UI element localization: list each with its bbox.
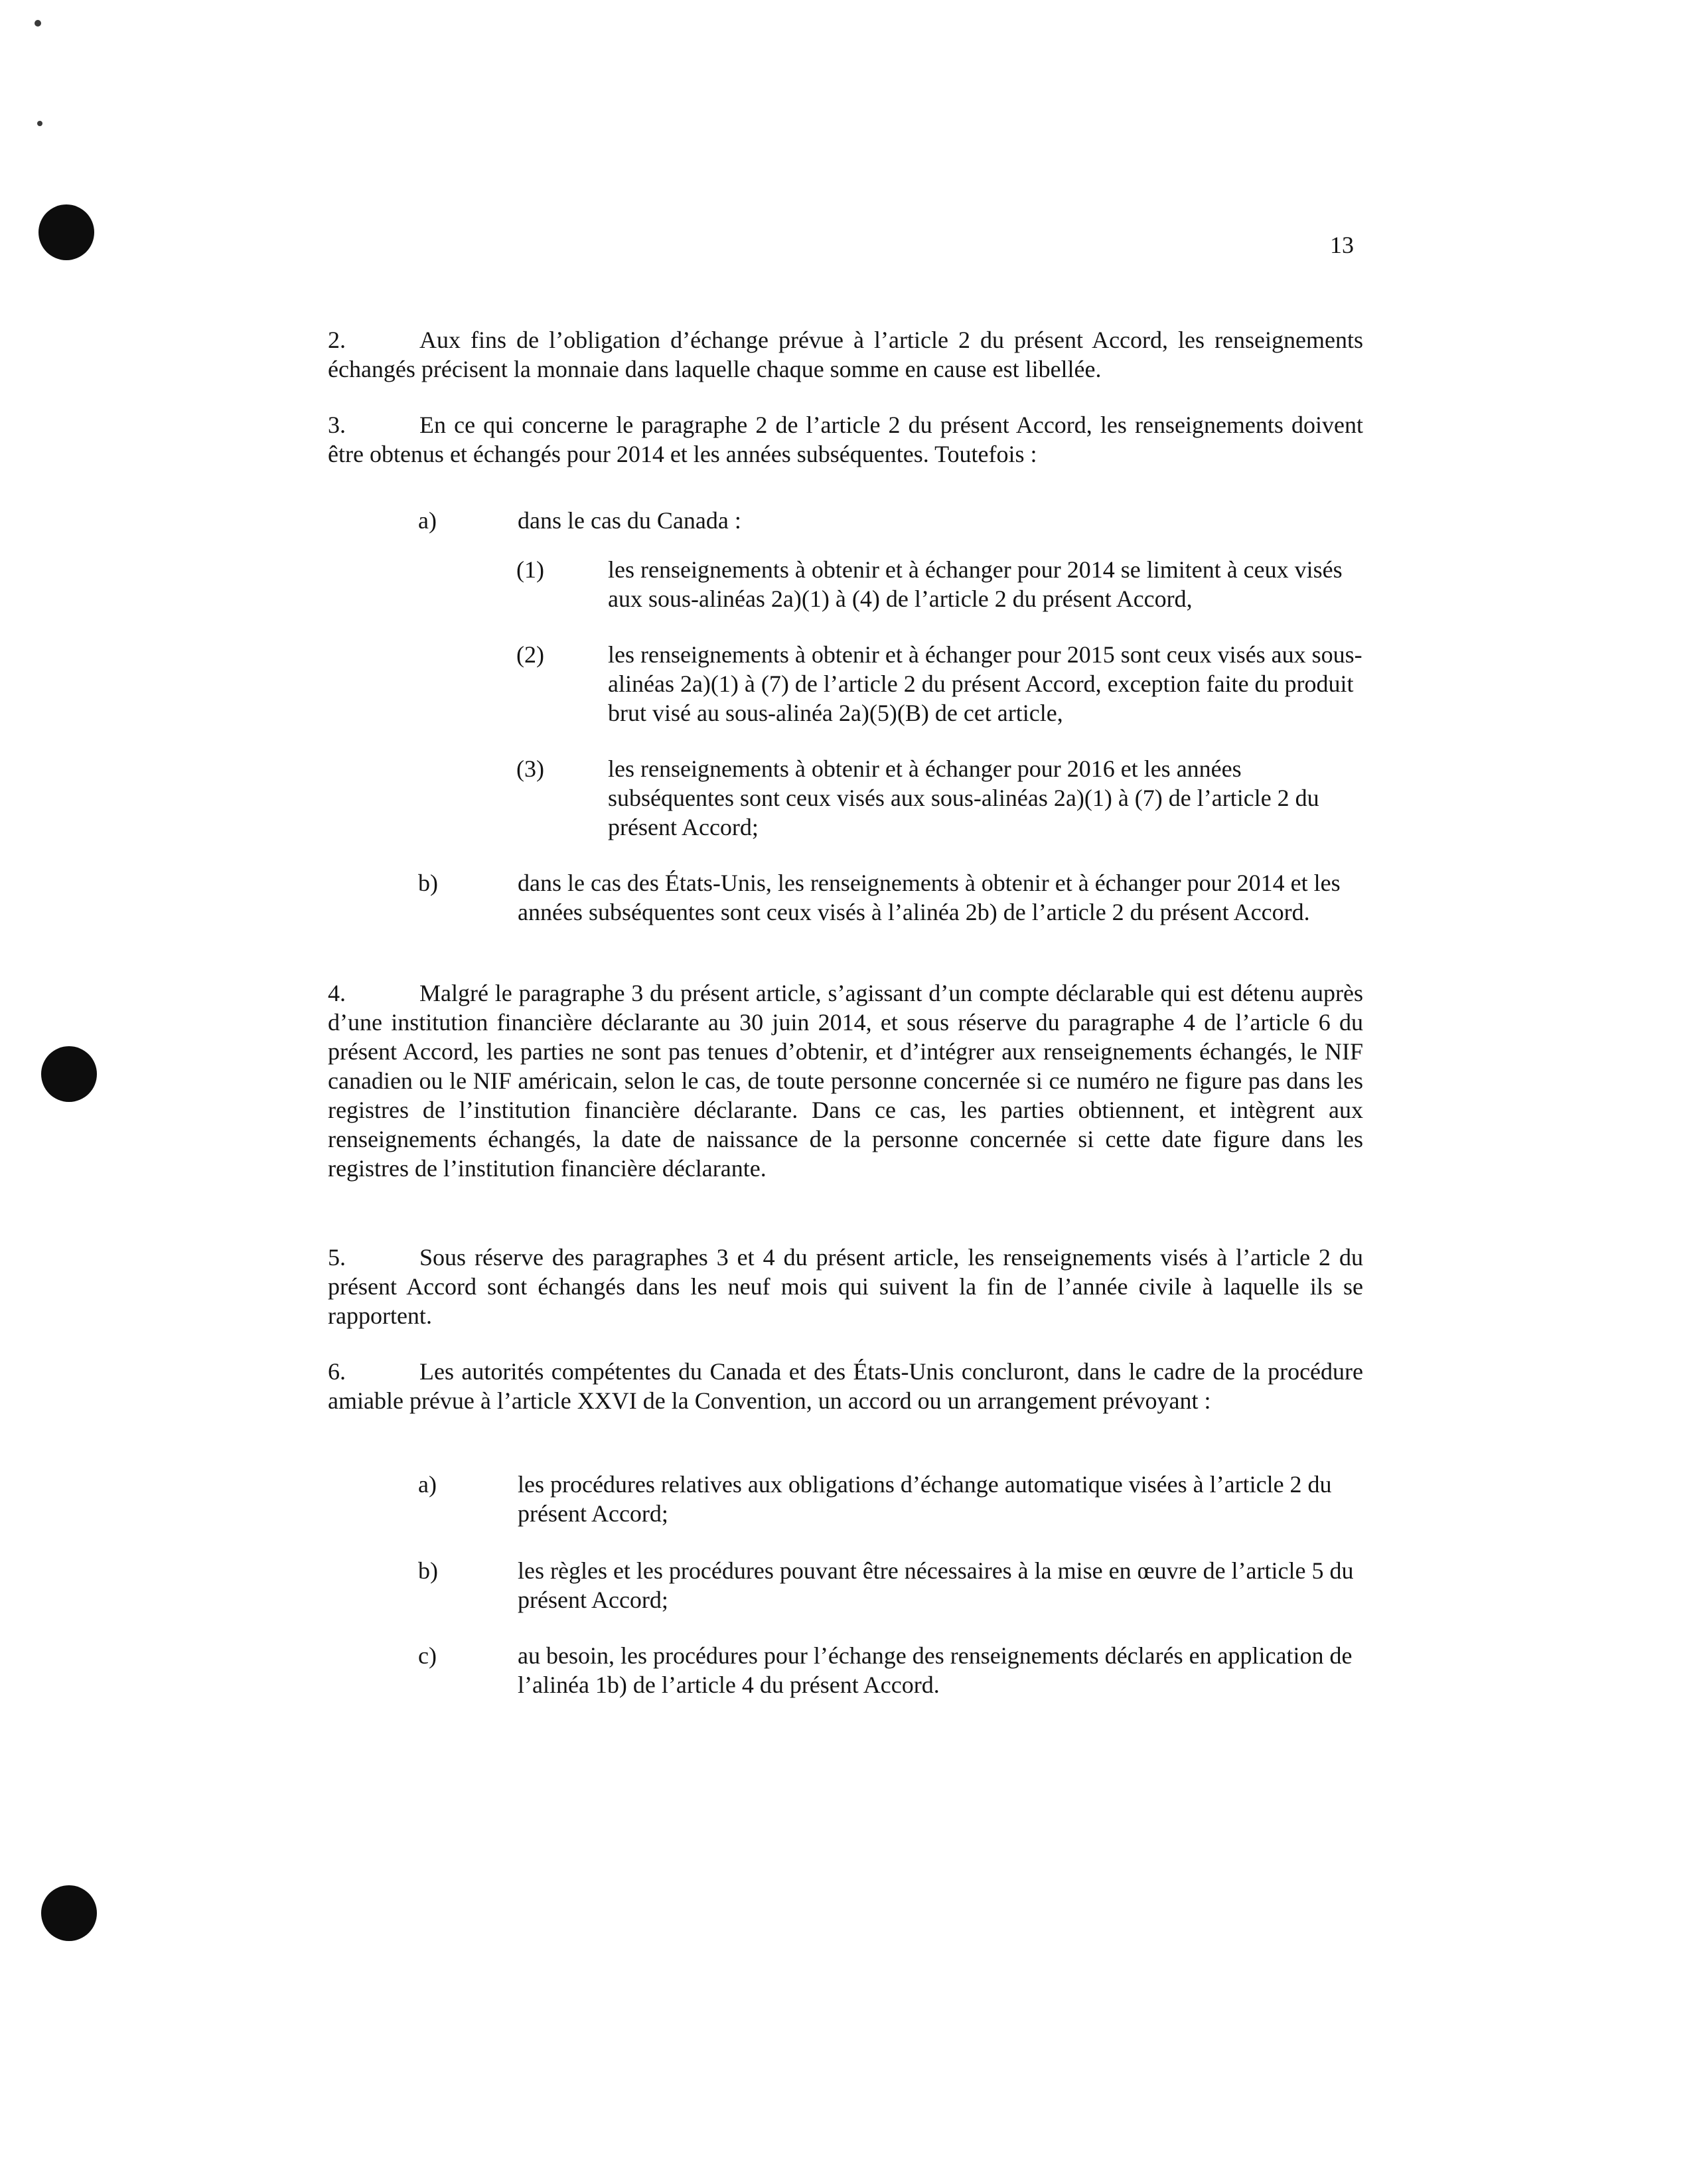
- subparagraph-3a: [418, 506, 1363, 535]
- item-label: b): [418, 1557, 438, 1584]
- subparagraph-6b: [418, 1556, 1363, 1614]
- paragraph-text: Sous réserve des paragraphes 3 et 4 du présent article, les renseignements visés à l’article 2 du présent Accord sont échangés dans les neuf mois qui suivent la fin de l’année civile à laquelle ils se rapportent.: [328, 1244, 1363, 1329]
- item-label: a): [418, 507, 437, 534]
- item-text: dans le cas du Canada :: [518, 507, 741, 534]
- item-label: a): [418, 1471, 437, 1498]
- paragraph-text: Malgré le paragraphe 3 du présent article, s’agissant d’un compte déclarable qui est détenu auprès d’une institution financière déclarante au 30 juin 2014, et sous réserve du paragraphe 4 de l’article 6 du présent Accord, les parties ne sont pas tenues d’obtenir, et d’intégrer aux renseignements échangés, le NIF canadien ou le NIF américain, selon le cas, de toute personne concernée si ce numéro ne figure pas dans les registres de l’institution financière déclarante. Dans ce cas, les parties obtiennent, et intègrent aux renseignements échangés, la date de naissance de la personne concernée si cette date figure dans les registres de l’institution financière déclarante.: [328, 980, 1363, 1182]
- scan-speck: [35, 20, 41, 27]
- paragraph-number: 3.: [328, 412, 346, 438]
- clause-3a-3: [516, 754, 1363, 842]
- item-text: dans le cas des États-Unis, les renseignements à obtenir et à échanger pour 2014 et les années subséquentes sont ceux visés à l’alinéa 2b) de l’article 2 du présent Accord.: [518, 870, 1341, 925]
- paragraph-text: En ce qui concerne le paragraphe 2 de l’article 2 du présent Accord, les renseignements doivent être obtenus et échangés pour 2014 et les années subséquentes. Toutefois :: [328, 412, 1363, 467]
- paragraph-number: 2.: [328, 327, 346, 353]
- paragraph-number: 5.: [328, 1244, 346, 1271]
- binder-hole-top: [38, 204, 94, 260]
- binder-hole-middle: [41, 1046, 97, 1102]
- clause-text: les renseignements à obtenir et à échanger pour 2016 et les années subséquentes sont ceux visés aux sous-alinéas 2a)(1) à (7) de l’article 2 du présent Accord;: [608, 755, 1319, 840]
- clause-label: (2): [516, 641, 544, 668]
- clause-3a-1: [516, 555, 1363, 613]
- clause-label: (3): [516, 755, 544, 782]
- subparagraph-3b: [418, 868, 1363, 927]
- paragraph-number: 6.: [328, 1358, 346, 1385]
- clause-text: les renseignements à obtenir et à échanger pour 2015 sont ceux visés aux sous-alinéas 2a)(1) à (7) de l’article 2 du présent Accord, exception faite du produit brut visé au sous-alinéa 2a)(5)(B) de cet article,: [608, 641, 1362, 726]
- paragraph-number: 4.: [328, 980, 346, 1006]
- paragraph-2: [328, 325, 1363, 384]
- clause-3a-2: [516, 640, 1363, 728]
- clause-label: (1): [516, 556, 544, 583]
- paragraph-text: Les autorités compétentes du Canada et des États-Unis concluront, dans le cadre de la procédure amiable prévue à l’article XXVI de la Convention, un accord ou un arrangement prévoyant :: [328, 1358, 1363, 1414]
- paragraph-6: [328, 1357, 1363, 1415]
- paragraph-text: Aux fins de l’obligation d’échange prévue à l’article 2 du présent Accord, les renseignements échangés précisent la monnaie dans laquelle chaque somme en cause est libellée.: [328, 327, 1363, 382]
- paragraph-5: [328, 1243, 1363, 1330]
- item-text: les règles et les procédures pouvant être nécessaires à la mise en œuvre de l’article 5 du présent Accord;: [518, 1557, 1354, 1613]
- binder-hole-bottom: [41, 1885, 97, 1941]
- item-label: c): [418, 1642, 437, 1669]
- paragraph-3: [328, 410, 1363, 469]
- scan-speck: [37, 121, 42, 126]
- page-number: 13: [1330, 232, 1354, 258]
- subparagraph-6a: [418, 1470, 1363, 1528]
- clause-text: les renseignements à obtenir et à échanger pour 2014 se limitent à ceux visés aux sous-alinéas 2a)(1) à (4) de l’article 2 du présent Accord,: [608, 556, 1343, 612]
- item-text: au besoin, les procédures pour l’échange des renseignements déclarés en application de l’alinéa 1b) de l’article 4 du présent Accord.: [518, 1642, 1353, 1698]
- item-text: les procédures relatives aux obligations d’échange automatique visées à l’article 2 du présent Accord;: [518, 1471, 1332, 1527]
- subparagraph-6c: [418, 1641, 1363, 1699]
- paragraph-4: [328, 978, 1363, 1183]
- item-label: b): [418, 870, 438, 896]
